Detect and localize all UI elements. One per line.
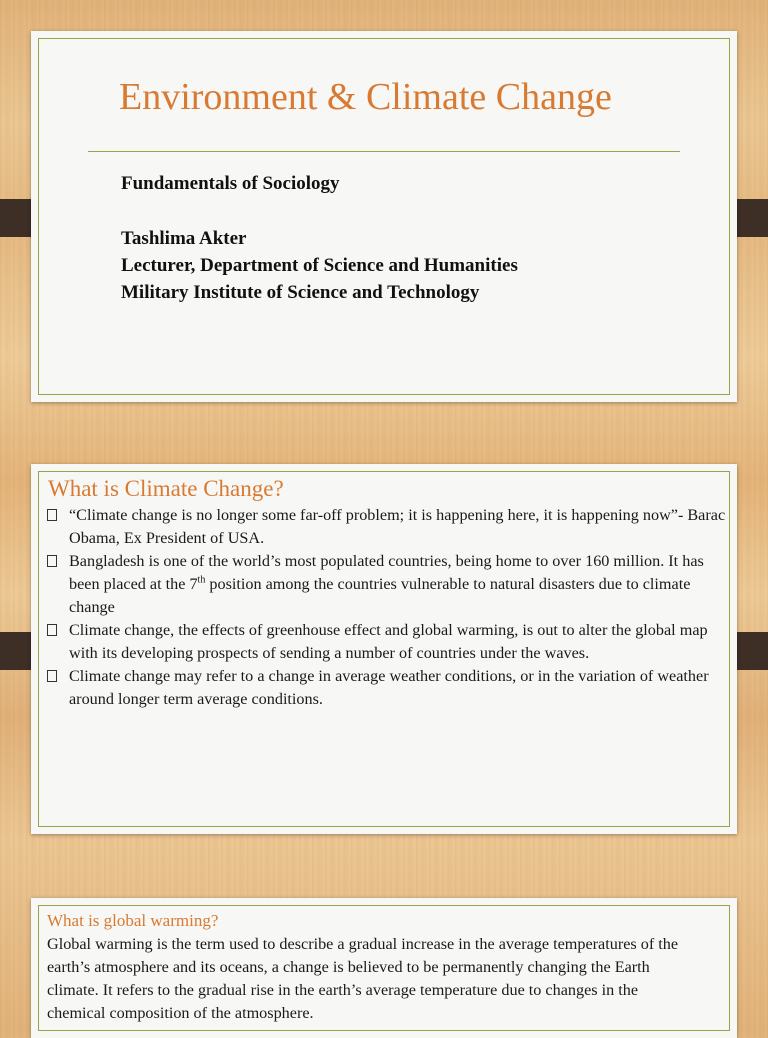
list-item (47, 504, 731, 550)
global-warming-slide (31, 898, 737, 1038)
missing-glyph-box-icon (47, 509, 57, 521)
title-divider (88, 151, 680, 152)
author-institution: Military Institute of Science and Technology (121, 282, 480, 303)
bullet-text: Bangladesh is one of the world’s most populated countries, being home to over 160 million. It has been placed at the 7 (69, 552, 704, 593)
title-slide (31, 31, 737, 402)
slide-body-text: Global warming is the term used to describe a gradual increase in the average temperatures of the earth’s atmosphere and its oceans, a change is believed to be permanently changing the Earth climate. It refers to the gradual rise in the earth’s average temperature due to changes in the chemical composition of the atmosphere. (47, 935, 679, 1022)
course-name: Fundamentals of Sociology (121, 173, 340, 194)
missing-glyph-box-icon (47, 555, 57, 567)
list-item (47, 665, 731, 711)
author-name: Tashlima Akter (121, 228, 247, 249)
presentation-title: Environment & Climate Change (119, 76, 612, 118)
bullet-text: Climate change may refer to a change in average weather conditions, or in the variation of weather around longer term average conditions. (69, 667, 709, 708)
bullet-text: “Climate change is no longer some far-off problem; it is happening here, it is happening now”- Barac Obama, Ex President of USA. (69, 506, 726, 547)
bullet-text: Climate change, the effects of greenhouse effect and global warming, is out to alter the global map with its developing prospects of sending a number of countries under the waves. (69, 621, 708, 662)
list-item (47, 550, 731, 619)
slide-heading: What is Climate Change? (48, 476, 284, 501)
author-position: Lecturer, Department of Science and Humanities (121, 255, 518, 276)
missing-glyph-box-icon (47, 624, 57, 636)
missing-glyph-box-icon (47, 670, 57, 682)
list-item (47, 619, 731, 665)
bullet-list (47, 504, 731, 711)
climate-change-slide (31, 464, 737, 834)
ordinal-suffix: th (197, 574, 206, 586)
bullet-text-continued: position among the countries vulnerable to natural disasters due to climate change (69, 575, 691, 616)
slide-heading: What is global warming? (47, 911, 219, 930)
